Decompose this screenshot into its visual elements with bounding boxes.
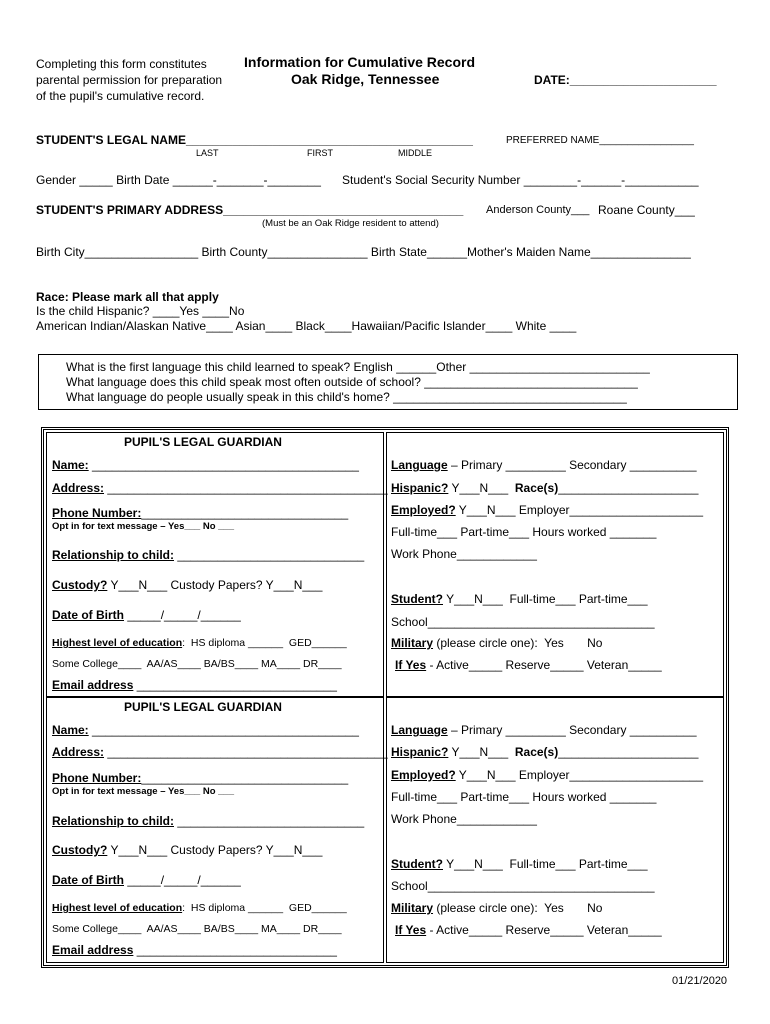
email-label: Email address [52,678,134,692]
guardian-1-email-field[interactable] [52,679,337,691]
employed-rest: Y___N___ Employer____________________ [455,503,704,517]
primary-address-field[interactable]: STUDENT'S PRIMARY ADDRESS____________________________________ [36,203,464,217]
roane-county-field[interactable]: Roane County___ [598,203,695,217]
student-rest: Y___N___ Full-time___ Part-time___ [443,592,648,606]
if-yes-label: If Yes [395,923,427,937]
guardian-1-school-field[interactable]: School__________________________________ [391,615,655,629]
race-blank: _____________________ [558,481,699,495]
home-language-question[interactable]: What language do people usually speak in this child's home? ___________________________________ [66,390,627,404]
address-label: Address: [52,745,105,759]
guardian-1-name-field[interactable] [52,459,359,471]
intro-line-3: of the pupil's cumulative record. [36,89,205,103]
hispanic-rest: Y___N___ [448,745,515,759]
name-label: Name: [52,458,89,472]
race-options[interactable]: American Indian/Alaskan Native____ Asian____ Black____Hawaiian/Pacific Islander____ White ____ [36,319,577,333]
race-blank: _____________________ [558,745,699,759]
first-language-question[interactable]: What is the first language this child learned to speak? English ______Other ___________________________ [66,360,650,374]
legal-name-field[interactable]: STUDENT'S LEGAL NAME___________________________________________ [36,133,473,147]
language-rest: – Primary _________ Secondary __________ [447,458,697,472]
relationship-blank: ____________________________ [174,548,365,562]
guardian-2-heading: PUPIL'S LEGAL GUARDIAN [124,700,282,714]
if-yes-rest: - Active_____ Reserve_____ Veteran_____ [426,923,662,937]
guardian-1-college-field[interactable]: Some College____ AA/AS____ BA/BS____ MA____ DR____ [52,658,342,670]
date-field[interactable]: DATE:______________________ [534,73,717,87]
guardian-1-work-phone-field[interactable]: Work Phone____________ [391,547,537,561]
hispanic-label: Hispanic? [391,745,449,759]
name-blank: ________________________________________ [88,458,359,472]
race-label: Race(s) [514,745,559,759]
dob-label: Date of Birth [52,608,124,622]
guardian-1-student-field[interactable] [391,593,648,605]
address-blank: __________________________________________ [104,745,388,759]
guardian-2-opt-in[interactable]: Opt in for text message – Yes___ No ___ [52,786,234,797]
education-label: Highest level of education [52,902,183,914]
if-yes-label: If Yes [395,658,427,672]
guardian-2-work-phone-field[interactable]: Work Phone____________ [391,812,537,826]
education-label: Highest level of education [52,637,183,649]
address-label: Address: [52,481,105,495]
student-label: Student? [391,857,443,871]
guardian-2-phone-field[interactable] [52,772,348,784]
guardian-2-education-field[interactable] [52,903,347,914]
guardian-1-relationship-field[interactable] [52,549,364,561]
name-label: Name: [52,723,89,737]
guardian-2-employed-field[interactable] [391,769,703,781]
name-part-last: LAST [196,148,219,158]
phone-blank: _______________________________ [141,771,349,785]
language-label: Language [391,723,448,737]
email-label: Email address [52,943,134,957]
email-blank: ______________________________ [133,678,337,692]
outside-language-question[interactable]: What language does this child speak most often outside of school? ________________________________ [66,375,638,389]
anderson-county-field[interactable]: Anderson County___ [486,204,590,216]
footer-date: 01/21/2020 [672,975,728,987]
name-part-first: FIRST [307,148,333,158]
name-part-middle: MIDDLE [398,148,433,158]
guardian-2-fulltime-field[interactable]: Full-time___ Part-time___ Hours worked _______ [391,790,657,804]
address-blank: __________________________________________ [104,481,388,495]
guardian-2-address-field[interactable] [52,746,388,758]
guardian-1-education-field[interactable] [52,638,347,649]
email-blank: ______________________________ [133,943,337,957]
employed-rest: Y___N___ Employer____________________ [455,768,704,782]
language-label: Language [391,458,448,472]
guardian-1-language-field[interactable] [391,459,697,471]
hispanic-label: Hispanic? [391,481,449,495]
student-rest: Y___N___ Full-time___ Part-time___ [443,857,648,871]
military-rest: (please circle one): Yes No [433,636,603,650]
military-label: Military [391,636,434,650]
guardian-2-college-field[interactable]: Some College____ AA/AS____ BA/BS____ MA____ DR____ [52,923,342,935]
guardian-2-custody-field[interactable] [52,844,322,856]
guardian-2-relationship-field[interactable] [52,815,364,827]
page-title: Information for Cumulative Record [244,54,476,70]
guardian-1-address-field[interactable] [52,482,388,494]
intro-line-1: Completing this form constitutes [36,57,207,71]
guardian-1-fulltime-field[interactable]: Full-time___ Part-time___ Hours worked _______ [391,525,657,539]
address-note: (Must be an Oak Ridge resident to attend) [262,218,439,229]
guardian-2-hispanic-field[interactable] [391,746,698,758]
guardian-1-hispanic-field[interactable] [391,482,698,494]
guardian-1-custody-field[interactable] [52,579,322,591]
relationship-label: Relationship to child: [52,548,174,562]
phone-blank: _______________________________ [141,506,349,520]
guardian-2-name-field[interactable] [52,724,359,736]
dob-blank: _____/_____/______ [124,608,241,622]
guardian-2-email-field[interactable] [52,944,337,956]
relationship-label: Relationship to child: [52,814,174,828]
guardian-2-student-field[interactable] [391,858,648,870]
student-label: Student? [391,592,443,606]
guardian-2-if-yes-field[interactable] [395,924,662,936]
custody-label: Custody? [52,578,108,592]
guardian-1-if-yes-field[interactable] [395,659,662,671]
phone-label: Phone Number: [52,771,142,785]
if-yes-rest: - Active_____ Reserve_____ Veteran_____ [426,658,662,672]
custody-rest: Y___N___ Custody Papers? Y___N___ [107,843,323,857]
name-blank: ________________________________________ [88,723,359,737]
gender-birthdate-field[interactable]: Gender _____ Birth Date ______-_______-________ [36,173,321,187]
guardian-2-dob-field[interactable] [52,874,241,886]
employed-label: Employed? [391,768,456,782]
birth-info-field[interactable]: Birth City_________________ Birth County_______________ Birth State______Mother's Maiden Name_______________ [36,245,691,259]
education-rest: : HS diploma ______ GED______ [182,637,347,649]
guardian-2-military-field[interactable] [391,902,602,914]
language-rest: – Primary _________ Secondary __________ [447,723,697,737]
guardian-1-opt-in[interactable]: Opt in for text message – Yes___ No ___ [52,521,234,532]
hispanic-question[interactable]: Is the child Hispanic? ____Yes ____No [36,304,245,318]
guardian-1-heading: PUPIL'S LEGAL GUARDIAN [124,435,282,449]
phone-label: Phone Number: [52,506,142,520]
guardian-1-military-field[interactable] [391,637,602,649]
dob-blank: _____/_____/______ [124,873,241,887]
guardian-2-language-field[interactable] [391,724,697,736]
education-rest: : HS diploma ______ GED______ [182,902,347,914]
page-subtitle: Oak Ridge, Tennessee [291,71,440,87]
dob-label: Date of Birth [52,873,124,887]
guardian-2-school-field[interactable]: School__________________________________ [391,879,655,893]
military-rest: (please circle one): Yes No [433,901,603,915]
hispanic-rest: Y___N___ [448,481,515,495]
guardian-1-phone-field[interactable] [52,507,348,519]
guardian-1-dob-field[interactable] [52,609,241,621]
employed-label: Employed? [391,503,456,517]
custody-label: Custody? [52,843,108,857]
ssn-field[interactable]: Student's Social Security Number ________-______-___________ [342,173,699,187]
race-heading: Race: Please mark all that apply [36,290,219,304]
intro-line-2: parental permission for preparation [36,73,223,87]
guardian-1-employed-field[interactable] [391,504,703,516]
race-label: Race(s) [514,481,559,495]
custody-rest: Y___N___ Custody Papers? Y___N___ [107,578,323,592]
preferred-name-field[interactable]: PREFERRED NAME_________________ [506,135,694,146]
relationship-blank: ____________________________ [174,814,365,828]
military-label: Military [391,901,434,915]
